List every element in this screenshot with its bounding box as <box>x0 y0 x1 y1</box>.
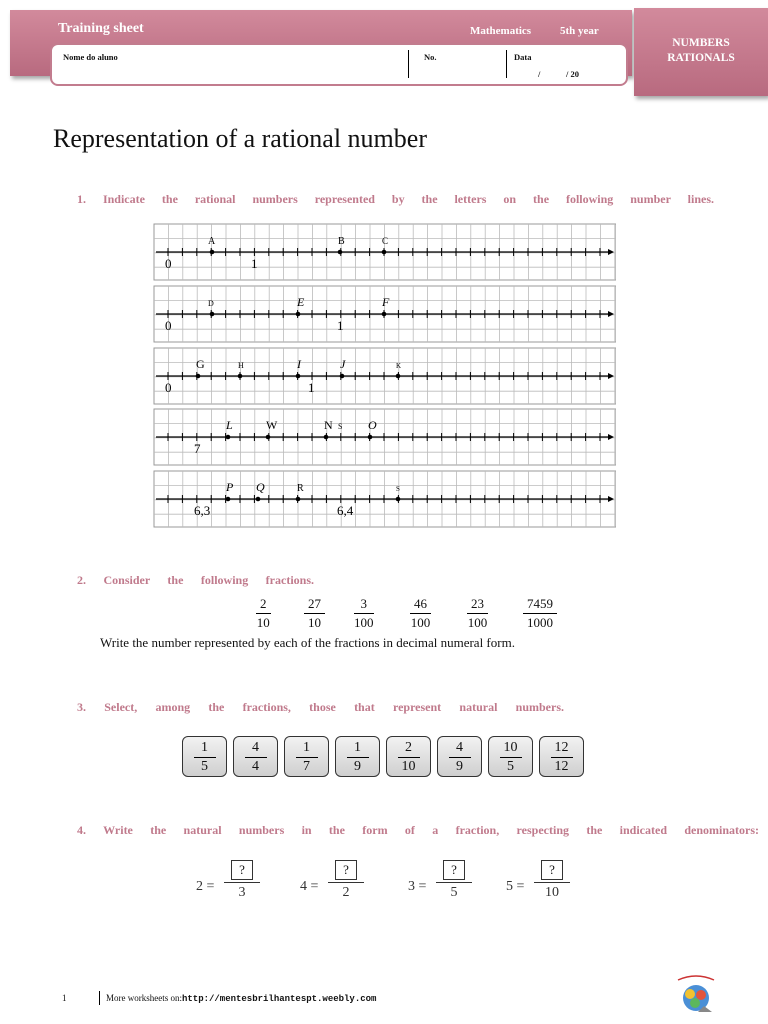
footer-text <box>106 993 376 1004</box>
tick-label: 1 <box>337 318 344 333</box>
subject-label: Mathematics <box>470 25 532 37</box>
brain-logo-icon <box>668 970 724 1016</box>
denominator: 7 <box>303 759 310 774</box>
fraction <box>354 596 374 631</box>
page-number: 1 <box>62 993 67 1003</box>
point-label: Q <box>256 480 265 494</box>
tick-label: 6,3 <box>194 503 211 518</box>
question-3: 3. Select, among the fractions, those that represent natural numbers. <box>77 700 564 714</box>
fraction <box>304 596 325 631</box>
fraction <box>467 596 488 631</box>
fraction-option-button[interactable] <box>284 736 329 777</box>
tick-label: 1 <box>251 256 258 271</box>
question-4: 4. Write the natural numbers in the form of a fraction, respecting the indicated denominators: <box>77 823 759 837</box>
fraction-option-button[interactable] <box>386 736 431 777</box>
point-marker <box>226 497 231 502</box>
point-label: L <box>226 418 233 432</box>
sheet-title: Training sheet <box>58 21 144 36</box>
numerator: 27 <box>308 596 321 611</box>
tick-label: 1 <box>308 380 315 395</box>
point-label: A <box>208 236 216 247</box>
equation-fraction <box>534 860 570 901</box>
point-label: S <box>338 422 343 431</box>
fraction-bar <box>354 613 374 614</box>
denominator: 12 <box>554 759 569 774</box>
point-label: D <box>208 299 214 308</box>
point-label: W <box>266 418 278 432</box>
fraction-bar <box>304 613 325 614</box>
denominator: 10 <box>256 615 270 630</box>
fraction-bar <box>398 757 420 758</box>
point-label: N <box>324 418 333 432</box>
fraction-bar <box>296 757 318 758</box>
equation-lhs: 4 = <box>300 879 319 894</box>
fraction-option-button[interactable] <box>488 736 533 777</box>
point-marker <box>266 435 271 440</box>
numerator: 10 <box>503 740 518 755</box>
point-label: C <box>382 236 389 246</box>
divider <box>506 50 507 78</box>
tick-label: 6,4 <box>337 503 354 518</box>
point-marker <box>210 312 215 317</box>
topic-line-1: NUMBERS <box>672 37 730 49</box>
point-marker <box>296 312 301 317</box>
point-marker <box>324 435 329 440</box>
point-marker <box>238 374 243 379</box>
date-label: Data <box>514 52 532 62</box>
footer-label: More worksheets on: <box>106 993 182 1003</box>
point-label: O <box>368 418 377 432</box>
tick-label: 0 <box>165 380 172 395</box>
fraction-bar <box>523 613 557 614</box>
answer-box[interactable]: ? <box>231 860 253 880</box>
fraction-bar <box>534 882 570 883</box>
divider <box>408 50 409 78</box>
numerator: 4 <box>456 740 463 755</box>
point-marker <box>340 374 345 379</box>
point-label: J <box>340 357 346 371</box>
numerator: 12 <box>554 740 569 755</box>
number-lines-figure <box>150 222 616 530</box>
fraction-bar <box>449 757 471 758</box>
point-label: P <box>226 480 234 494</box>
denominator: 10 <box>401 759 416 774</box>
numerator: 2 <box>405 740 412 755</box>
point-label: I <box>297 357 301 371</box>
equation-lhs: 5 = <box>506 879 525 894</box>
fraction-bar <box>328 882 364 883</box>
fraction-bar <box>410 613 431 614</box>
answer-box[interactable]: ? <box>335 860 357 880</box>
numerator: 2 <box>260 596 267 611</box>
date-separator: / <box>538 69 541 79</box>
denominator: 5 <box>450 885 458 900</box>
student-info-box <box>50 43 628 86</box>
fraction-bar <box>224 882 260 883</box>
question-2: 2. Consider the following fractions. <box>77 573 314 587</box>
student-name-label: Nome do aluno <box>63 52 118 62</box>
denominator: 9 <box>354 759 361 774</box>
fraction-bar <box>347 757 369 758</box>
footer-url[interactable]: http://mentesbrilhantespt.weebly.com <box>182 994 377 1004</box>
numerator: 4 <box>252 740 259 755</box>
point-label: E <box>297 295 305 309</box>
denominator: 9 <box>456 759 463 774</box>
point-label: K <box>396 362 402 370</box>
denominator: 100 <box>467 615 488 630</box>
denominator: 100 <box>410 615 431 630</box>
fraction-option-button[interactable] <box>539 736 584 777</box>
denominator: 2 <box>342 885 350 900</box>
numerator: 1 <box>354 740 361 755</box>
answer-box[interactable]: ? <box>443 860 465 880</box>
fraction-option-button[interactable] <box>182 736 227 777</box>
fraction-bar <box>256 613 271 614</box>
numerator: 46 <box>414 596 427 611</box>
fraction-option-button[interactable] <box>437 736 482 777</box>
equation-fraction <box>224 860 260 901</box>
numerator: 23 <box>471 596 484 611</box>
numerator: 3 <box>360 596 367 611</box>
fraction <box>256 596 271 631</box>
point-label: R <box>297 483 304 494</box>
denominator: 3 <box>238 885 246 900</box>
year-label: 5th year <box>560 25 599 37</box>
topic-line-2: RATIONALS <box>667 52 735 64</box>
point-marker <box>196 374 201 379</box>
equation <box>408 860 478 908</box>
point-label: S <box>396 485 400 493</box>
fraction-bar <box>436 882 472 883</box>
fraction-option-button[interactable] <box>335 736 380 777</box>
tick-label: 0 <box>165 256 172 271</box>
point-label: H <box>238 361 244 370</box>
denominator: 5 <box>201 759 208 774</box>
fraction-bar <box>467 613 488 614</box>
tick-label: 0 <box>165 318 172 333</box>
point-marker <box>382 312 387 317</box>
point-marker <box>338 250 343 255</box>
fraction-option-button[interactable] <box>233 736 278 777</box>
question-2-instruction: Write the number represented by each of the fractions in decimal numeral form. <box>100 635 515 650</box>
point-marker <box>256 497 261 502</box>
question-1: 1. Indicate the rational numbers represented by the letters on the following number lines. <box>77 192 714 206</box>
equation <box>196 860 266 908</box>
page-title: Representation of a rational number <box>53 124 427 153</box>
fraction <box>410 596 431 631</box>
fraction <box>523 596 557 631</box>
point-label: G <box>196 357 205 371</box>
equation <box>506 860 576 908</box>
equation-fraction <box>328 860 364 901</box>
point-marker <box>226 435 231 440</box>
denominator: 5 <box>507 759 514 774</box>
denominator: 4 <box>252 759 259 774</box>
date-year: / 20 <box>566 69 579 79</box>
point-marker <box>396 374 401 379</box>
point-marker <box>368 435 373 440</box>
point-marker <box>210 250 215 255</box>
point-label: B <box>338 236 345 247</box>
equation-lhs: 2 = <box>196 879 215 894</box>
denominator: 10 <box>545 885 559 900</box>
equation-lhs: 3 = <box>408 879 427 894</box>
point-marker <box>382 250 387 255</box>
numerator: 7459 <box>527 596 553 611</box>
footer-divider <box>99 991 100 1005</box>
point-marker <box>296 497 301 502</box>
equation <box>300 860 370 908</box>
equation-fraction <box>436 860 472 901</box>
denominator: 100 <box>354 615 374 630</box>
denominator: 1000 <box>527 615 553 630</box>
fraction-bar <box>194 757 216 758</box>
tick-label: 7 <box>194 441 201 456</box>
point-label: F <box>382 295 390 309</box>
fraction-bar <box>245 757 267 758</box>
topic-badge <box>634 8 768 96</box>
answer-box[interactable]: ? <box>541 860 563 880</box>
denominator: 10 <box>308 615 321 630</box>
number-label: No. <box>424 52 437 62</box>
numerator: 1 <box>201 740 208 755</box>
fraction-bar <box>500 757 522 758</box>
point-marker <box>396 497 401 502</box>
fraction-bar <box>551 757 573 758</box>
point-marker <box>296 374 301 379</box>
numerator: 1 <box>303 740 310 755</box>
